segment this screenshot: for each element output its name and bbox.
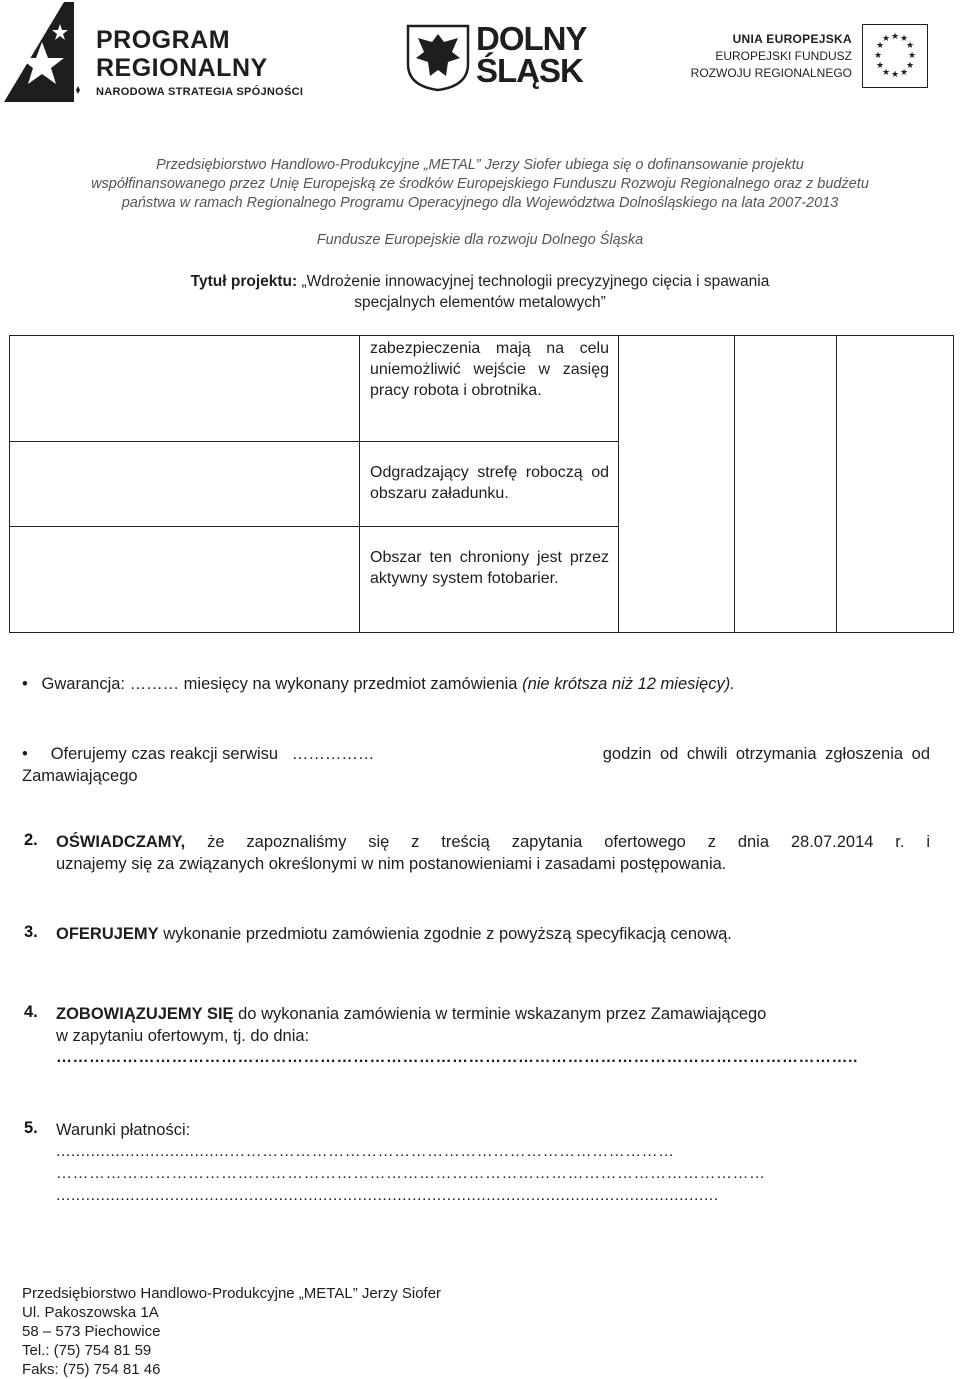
bullet-icon: • xyxy=(22,675,28,693)
warranty-dots: ……… xyxy=(129,675,180,693)
section2-number: 2. xyxy=(24,831,38,849)
table-cell: zabezpieczenia mają na celu uniemożliwić wejście w zasięg pracy robota i obrotnika. xyxy=(370,340,609,399)
warranty-item xyxy=(22,673,930,695)
svg-text:★: ★ xyxy=(906,41,915,51)
program-star-icon xyxy=(4,2,94,102)
project-title xyxy=(60,271,900,313)
service-text1: Oferujemy czas reakcji serwisu xyxy=(50,745,279,763)
service-text2: godzin od chwili otrzymania zgłoszenia od xyxy=(602,745,930,763)
section4 xyxy=(56,1003,930,1069)
project-title-line1: „Wdrożenie innowacyjnej technologii precyzyjnego cięcia i spawania xyxy=(297,273,770,290)
project-title-label: Tytuł projektu: xyxy=(190,273,298,290)
service-text3: Zamawiającego xyxy=(22,767,138,785)
spec-table xyxy=(9,335,954,633)
footer-company: Przedsiębiorstwo Handlowo-Produkcyjne „METAL” Jerzy Siofer xyxy=(22,1285,442,1302)
fund-line: Fundusze Europejskie dla rozwoju Dolnego Śląska xyxy=(316,232,644,248)
warranty-text: miesięcy na wykonany przedmiot zamówienia xyxy=(179,675,523,693)
section5 xyxy=(56,1119,930,1207)
service-dots: …………… xyxy=(291,745,375,763)
svg-text:★: ★ xyxy=(876,41,885,51)
svg-text:★: ★ xyxy=(882,34,891,44)
eu-logo-line2: EUROPEJSKI FUNDUSZ xyxy=(715,49,852,63)
svg-text:★: ★ xyxy=(908,51,917,61)
svg-text:★: ★ xyxy=(882,68,891,78)
footer-street: Ul. Pakoszowska 1A xyxy=(22,1304,159,1321)
dolny-slask-line1: DOLNY xyxy=(476,20,587,57)
section2-bold: OŚWIADCZAMY, xyxy=(56,833,186,851)
section3-number: 3. xyxy=(24,923,38,941)
table-row xyxy=(10,336,954,442)
intro-line2: współfinansowanego przez Unię Europejską ze środków Europejskiego Funduszu Rozwoju Regionalnego oraz z budżetu xyxy=(91,176,869,192)
intro-line1: Przedsiębiorstwo Handlowo-Produkcyjne „METAL” Jerzy Siofer ubiega się o dofinansowanie projektu xyxy=(156,157,804,173)
section4-text1: do wykonania zamówienia w terminie wskazanym przez Zamawiającego xyxy=(233,1005,767,1023)
bullet-icon: • xyxy=(22,745,28,763)
section3-bold: OFERUJEMY xyxy=(56,925,159,943)
warranty-label: Gwarancja: xyxy=(41,675,125,693)
footer-fax: Faks: (75) 754 81 46 xyxy=(22,1361,161,1378)
section2-text2: uznajemy się za związanych określonymi w nim postanowieniami i zasadami postępowania. xyxy=(56,855,727,873)
intro-line3: państwa w ramach Regionalnego Programu Operacyjnego dla Województwa Dolnośląskiego na lata 2007-2013 xyxy=(121,195,839,211)
program-logo-line3: NARODOWA STRATEGIA SPÓJNOŚCI xyxy=(96,86,304,98)
section4-number: 4. xyxy=(24,1003,38,1021)
section5-text: Warunki płatności: xyxy=(56,1121,191,1139)
eu-flag-icon xyxy=(862,24,928,88)
section4-text2: w zapytaniu ofertowym, tj. do dnia: xyxy=(56,1027,310,1045)
section5-dots2: ………………………………………………………………………………………………………………… xyxy=(56,1165,766,1182)
program-logo-line2: REGIONALNY xyxy=(96,54,268,82)
section3 xyxy=(56,923,930,945)
table-cell: Odgradzający strefę roboczą od obszaru załadunku. xyxy=(370,464,609,502)
program-logo-line1: PROGRAM xyxy=(96,26,231,54)
section5-dots1: ...................................……………………………………………………………………… xyxy=(56,1143,675,1160)
dolny-slask-eagle-icon xyxy=(406,24,470,97)
section2 xyxy=(56,831,930,875)
section5-number: 5. xyxy=(24,1119,38,1137)
section4-dots: ……………………………………………………………………………………………………………………………….. xyxy=(56,1049,858,1066)
section4-bold: ZOBOWIĄZUJEMY SIĘ xyxy=(56,1005,234,1023)
svg-text:★: ★ xyxy=(900,68,909,78)
svg-text:★: ★ xyxy=(891,70,900,80)
eu-logo-line1: UNIA EUROPEJSKA xyxy=(732,32,852,46)
section3-text: wykonanie przedmiotu zamówienia zgodnie z powyższą specyfikacją cenową. xyxy=(158,925,732,943)
section5-dots3: ...................................................................................................................................... xyxy=(56,1187,719,1204)
svg-text:★: ★ xyxy=(891,32,900,42)
service-item xyxy=(22,743,930,787)
svg-text:★: ★ xyxy=(900,34,909,44)
warranty-note: (nie krótsza niż 12 miesięcy). xyxy=(522,675,735,693)
footer-tel: Tel.: (75) 754 81 59 xyxy=(22,1342,152,1359)
project-title-line2: specjalnych elementów metalowych” xyxy=(354,294,606,311)
svg-text:★: ★ xyxy=(874,51,883,61)
eu-logo-line3: ROZWOJU REGIONALNEGO xyxy=(690,66,852,80)
table-cell: Obszar ten chroniony jest przez aktywny system fotobarier. xyxy=(370,549,609,587)
footer-city: 58 – 573 Piechowice xyxy=(22,1323,161,1340)
svg-text:★: ★ xyxy=(906,61,915,71)
section2-text1: że zapoznaliśmy się z treścią zapytania ofertowego z dnia 28.07.2014 r. i xyxy=(185,833,930,851)
dolny-slask-line2: ŚLĄSK xyxy=(476,52,583,89)
svg-text:★: ★ xyxy=(876,61,885,71)
